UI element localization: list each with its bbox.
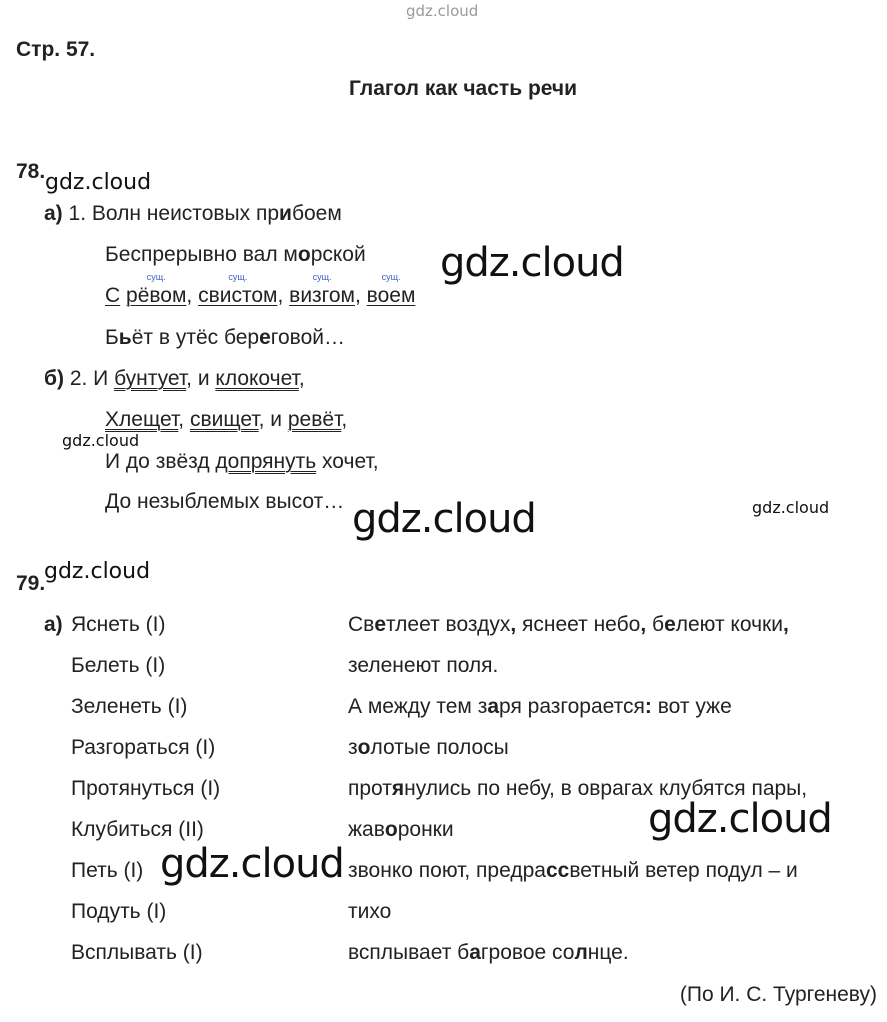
highlighted-letter: , — [782, 613, 789, 636]
text: , — [341, 408, 348, 431]
exercise-78-number: 78. — [16, 160, 46, 183]
ex78-line-a3 — [105, 272, 416, 308]
highlighted-letter: , — [640, 613, 647, 636]
verb-item: Клубиться (II) — [71, 818, 204, 841]
watermark: gdz.cloud — [752, 498, 830, 517]
text: , — [298, 367, 305, 390]
page-number: Стр. 57. — [16, 38, 96, 61]
text: б — [646, 613, 665, 636]
verb-underlined: Хлещет — [105, 408, 179, 431]
watermark: gdz.cloud — [45, 170, 152, 195]
text: нулись по небу, в оврагах клубятся пары, — [404, 777, 808, 800]
text-line — [348, 818, 454, 842]
highlighted-letter: е — [664, 613, 676, 636]
text: тлеет воздух — [386, 613, 511, 636]
text: нце. — [587, 941, 629, 964]
verb-underlined: допрянуть — [215, 450, 317, 473]
text-line — [348, 900, 391, 924]
text: ветный ветер подул – и — [569, 859, 798, 882]
highlighted-letter: ь — [118, 326, 132, 349]
highlighted-letter: и — [279, 202, 292, 225]
highlighted-letter: е — [259, 326, 271, 349]
ex78-line-b1 — [44, 367, 305, 391]
noun-word — [126, 272, 187, 308]
verb-item: Разгораться (I) — [71, 736, 216, 759]
watermark: gdz.cloud — [62, 431, 140, 450]
verb-item: Зеленеть (I) — [71, 695, 188, 718]
noun-text: визгом — [289, 284, 355, 307]
highlighted-letter: сс — [545, 859, 570, 882]
text: ря разгорается — [499, 695, 645, 718]
ex78-line-a4 — [105, 326, 345, 350]
verb-item: Подуть (I) — [71, 900, 167, 923]
page-title: Глагол как часть речи — [349, 77, 578, 100]
text: ронки — [397, 818, 454, 841]
text: зеленеют поля. — [348, 654, 499, 677]
text: звонко поют, предра — [348, 859, 546, 882]
noun-tag: сущ. — [381, 272, 401, 282]
highlighted-letter: а — [469, 941, 481, 964]
text: Б — [105, 326, 119, 349]
text: леют кочки — [675, 613, 783, 636]
ex78-line-b2 — [105, 408, 347, 432]
text: всплывает б — [348, 941, 470, 964]
noun-tag: сущ. — [228, 272, 248, 282]
ex78-line-a1 — [44, 202, 342, 226]
text: И — [93, 367, 115, 390]
verb-underlined: бунтует — [114, 367, 187, 390]
verb-item: Всплывать (I) — [71, 941, 203, 964]
watermark: gdz.cloud — [160, 841, 344, 887]
highlighted-letter: о — [384, 818, 398, 841]
poem-line-number: 2. — [69, 367, 94, 390]
noun-text: рёвом — [126, 284, 187, 307]
verb-item: Белеть (I) — [71, 654, 166, 677]
watermark: gdz.cloud — [440, 240, 624, 286]
highlighted-letter: : — [644, 695, 652, 718]
verb-item: Петь (I) — [71, 859, 144, 882]
text-line — [348, 941, 629, 965]
text: И до звёзд — [105, 450, 216, 473]
highlighted-letter: я — [391, 777, 405, 800]
noun-text: воем — [366, 284, 416, 307]
noun-word — [366, 272, 416, 308]
text-line — [348, 695, 732, 719]
text-line — [348, 613, 789, 637]
noun-text: свистом — [198, 284, 278, 307]
separator: , — [277, 284, 290, 307]
text: лотые полосы — [370, 736, 509, 759]
text: рской — [310, 243, 366, 266]
text: Св — [348, 613, 375, 636]
noun-word — [289, 272, 355, 308]
verb-item: Протянуться (I) — [71, 777, 221, 800]
verb-underlined: клокочет — [215, 367, 299, 390]
text: хочет, — [316, 450, 379, 473]
verb-underlined: свищет — [189, 408, 259, 431]
text: тихо — [348, 900, 392, 923]
exercise-79-number: 79. — [16, 572, 46, 595]
text: , — [178, 408, 190, 431]
watermark: gdz.cloud — [44, 559, 151, 584]
ex78-line-b3 — [105, 450, 379, 474]
text-line — [348, 736, 509, 760]
watermark: gdz.cloud — [648, 796, 832, 842]
highlighted-letter: е — [374, 613, 387, 636]
highlighted-letter: , — [510, 613, 517, 636]
text: говой… — [270, 326, 346, 349]
watermark: gdz.cloud — [406, 2, 479, 20]
verb-underlined: ревёт — [287, 408, 342, 431]
ex78-line-b4: До незыблемых высот… — [105, 490, 345, 513]
text: , и — [186, 367, 216, 390]
text: вот уже — [651, 695, 732, 718]
watermark: gdz.cloud — [352, 496, 536, 542]
separator: , — [355, 284, 367, 307]
text: , и — [258, 408, 288, 431]
separator: , — [186, 284, 199, 307]
text: Беспрерывно вал м — [105, 243, 298, 266]
text-line — [348, 859, 798, 883]
text: Волн неистовых пр — [91, 202, 280, 225]
noun-word — [198, 272, 278, 308]
text: ёт в утёс бер — [131, 326, 260, 349]
highlighted-letter: а — [487, 695, 500, 718]
noun-tag: сущ. — [146, 272, 166, 282]
noun-tag: сущ. — [312, 272, 332, 282]
verb-item: Яснеть (I) — [71, 613, 166, 636]
text: яснеет небо — [516, 613, 641, 636]
source-attribution: (По И. С. Тургеневу) — [679, 983, 877, 1006]
ex79-part-a-marker: а) — [44, 613, 63, 636]
text: боем — [291, 202, 342, 225]
part-a-marker: а) — [44, 202, 63, 225]
text: жав — [348, 818, 385, 841]
highlighted-letter: о — [357, 736, 371, 759]
part-b-marker: б) — [44, 367, 64, 390]
text: прот — [348, 777, 392, 800]
text: гровое со — [480, 941, 575, 964]
text-line — [348, 654, 498, 678]
text: А между тем з — [348, 695, 488, 718]
text: з — [348, 736, 358, 759]
ex78-line-a2 — [105, 243, 366, 267]
highlighted-letter: о — [297, 243, 311, 266]
poem-line-number: 1. — [68, 202, 92, 225]
highlighted-letter: л — [574, 941, 588, 964]
preposition: С — [105, 284, 121, 307]
